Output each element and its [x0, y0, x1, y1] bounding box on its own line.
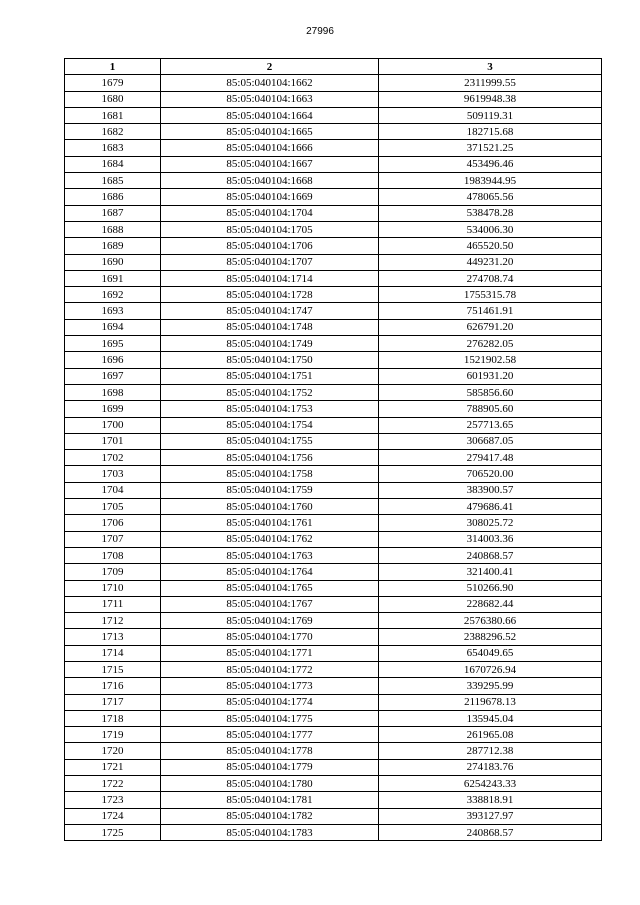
- value-cell: 240868.57: [379, 824, 602, 840]
- cadastral-number-cell: 85:05:040104:1758: [161, 466, 379, 482]
- row-number-cell: 1704: [65, 482, 161, 498]
- value-cell: 465520.50: [379, 238, 602, 254]
- cadastral-number-cell: 85:05:040104:1780: [161, 776, 379, 792]
- cadastral-number-cell: 85:05:040104:1666: [161, 140, 379, 156]
- table-row: [65, 645, 602, 661]
- value-cell: 751461.91: [379, 303, 602, 319]
- table-row: [65, 743, 602, 759]
- row-number-cell: 1721: [65, 759, 161, 775]
- value-cell: 706520.00: [379, 466, 602, 482]
- table-row: [65, 91, 602, 107]
- cadastral-number-cell: 85:05:040104:1769: [161, 613, 379, 629]
- row-number-cell: 1707: [65, 531, 161, 547]
- row-number-cell: 1685: [65, 173, 161, 189]
- value-cell: 1670726.94: [379, 661, 602, 677]
- cadastral-number-cell: 85:05:040104:1669: [161, 189, 379, 205]
- row-number-cell: 1698: [65, 384, 161, 400]
- table-row: [65, 710, 602, 726]
- value-cell: 2119678.13: [379, 694, 602, 710]
- column-header-2: 2: [161, 59, 379, 75]
- row-number-cell: 1684: [65, 156, 161, 172]
- cadastral-number-cell: 85:05:040104:1753: [161, 401, 379, 417]
- header-row: [65, 59, 602, 75]
- table-row: [65, 613, 602, 629]
- table-row: [65, 417, 602, 433]
- value-cell: 538478.28: [379, 205, 602, 221]
- row-number-cell: 1689: [65, 238, 161, 254]
- table-row: [65, 694, 602, 710]
- cadastral-number-cell: 85:05:040104:1706: [161, 238, 379, 254]
- table-row: [65, 564, 602, 580]
- row-number-cell: 1702: [65, 450, 161, 466]
- value-cell: 9619948.38: [379, 91, 602, 107]
- cadastral-number-cell: 85:05:040104:1773: [161, 678, 379, 694]
- cadastral-number-cell: 85:05:040104:1759: [161, 482, 379, 498]
- data-table: [64, 58, 602, 841]
- table-row: [65, 499, 602, 515]
- value-cell: 1521902.58: [379, 352, 602, 368]
- table-row: [65, 140, 602, 156]
- value-cell: 509119.31: [379, 107, 602, 123]
- row-number-cell: 1694: [65, 319, 161, 335]
- table-header: [65, 59, 602, 75]
- table-row: [65, 303, 602, 319]
- value-cell: 393127.97: [379, 808, 602, 824]
- value-cell: 478065.56: [379, 189, 602, 205]
- value-cell: 261965.08: [379, 727, 602, 743]
- value-cell: 2388296.52: [379, 629, 602, 645]
- value-cell: 626791.20: [379, 319, 602, 335]
- value-cell: 274708.74: [379, 270, 602, 286]
- cadastral-number-cell: 85:05:040104:1775: [161, 710, 379, 726]
- table-row: [65, 547, 602, 563]
- row-number-cell: 1688: [65, 221, 161, 237]
- value-cell: 585856.60: [379, 384, 602, 400]
- cadastral-number-cell: 85:05:040104:1749: [161, 336, 379, 352]
- value-cell: 6254243.33: [379, 776, 602, 792]
- table-row: [65, 352, 602, 368]
- table-row: [65, 824, 602, 840]
- row-number-cell: 1724: [65, 808, 161, 824]
- cadastral-number-cell: 85:05:040104:1771: [161, 645, 379, 661]
- table-row: [65, 808, 602, 824]
- cadastral-number-cell: 85:05:040104:1755: [161, 433, 379, 449]
- table-row: [65, 156, 602, 172]
- table-row: [65, 759, 602, 775]
- cadastral-number-cell: 85:05:040104:1664: [161, 107, 379, 123]
- cadastral-number-cell: 85:05:040104:1772: [161, 661, 379, 677]
- cadastral-number-cell: 85:05:040104:1767: [161, 596, 379, 612]
- cadastral-number-cell: 85:05:040104:1762: [161, 531, 379, 547]
- row-number-cell: 1723: [65, 792, 161, 808]
- row-number-cell: 1679: [65, 75, 161, 91]
- table-row: [65, 287, 602, 303]
- table-row: [65, 482, 602, 498]
- row-number-cell: 1711: [65, 596, 161, 612]
- value-cell: 788905.60: [379, 401, 602, 417]
- table-row: [65, 792, 602, 808]
- row-number-cell: 1697: [65, 368, 161, 384]
- table-row: [65, 221, 602, 237]
- table-row: [65, 368, 602, 384]
- table-row: [65, 75, 602, 91]
- value-cell: 479686.41: [379, 499, 602, 515]
- table-row: [65, 124, 602, 140]
- value-cell: 314003.36: [379, 531, 602, 547]
- row-number-cell: 1709: [65, 564, 161, 580]
- table-row: [65, 515, 602, 531]
- row-number-cell: 1690: [65, 254, 161, 270]
- row-number-cell: 1695: [65, 336, 161, 352]
- cadastral-number-cell: 85:05:040104:1782: [161, 808, 379, 824]
- row-number-cell: 1705: [65, 499, 161, 515]
- row-number-cell: 1701: [65, 433, 161, 449]
- row-number-cell: 1696: [65, 352, 161, 368]
- value-cell: 371521.25: [379, 140, 602, 156]
- row-number-cell: 1686: [65, 189, 161, 205]
- row-number-cell: 1700: [65, 417, 161, 433]
- value-cell: 449231.20: [379, 254, 602, 270]
- table-row: [65, 107, 602, 123]
- row-number-cell: 1680: [65, 91, 161, 107]
- cadastral-number-cell: 85:05:040104:1760: [161, 499, 379, 515]
- cadastral-number-cell: 85:05:040104:1667: [161, 156, 379, 172]
- value-cell: 383900.57: [379, 482, 602, 498]
- table-row: [65, 661, 602, 677]
- row-number-cell: 1717: [65, 694, 161, 710]
- table-row: [65, 173, 602, 189]
- table-row: [65, 238, 602, 254]
- value-cell: 135945.04: [379, 710, 602, 726]
- cadastral-number-cell: 85:05:040104:1663: [161, 91, 379, 107]
- value-cell: 321400.41: [379, 564, 602, 580]
- row-number-cell: 1691: [65, 270, 161, 286]
- cadastral-number-cell: 85:05:040104:1752: [161, 384, 379, 400]
- table-row: [65, 401, 602, 417]
- cadastral-number-cell: 85:05:040104:1783: [161, 824, 379, 840]
- row-number-cell: 1719: [65, 727, 161, 743]
- row-number-cell: 1712: [65, 613, 161, 629]
- row-number-cell: 1720: [65, 743, 161, 759]
- value-cell: 1983944.95: [379, 173, 602, 189]
- cadastral-number-cell: 85:05:040104:1705: [161, 221, 379, 237]
- cadastral-number-cell: 85:05:040104:1707: [161, 254, 379, 270]
- table-row: [65, 450, 602, 466]
- row-number-cell: 1687: [65, 205, 161, 221]
- value-cell: 240868.57: [379, 547, 602, 563]
- value-cell: 287712.38: [379, 743, 602, 759]
- value-cell: 308025.72: [379, 515, 602, 531]
- row-number-cell: 1725: [65, 824, 161, 840]
- value-cell: 2311999.55: [379, 75, 602, 91]
- table-row: [65, 270, 602, 286]
- table-row: [65, 531, 602, 547]
- cadastral-number-cell: 85:05:040104:1781: [161, 792, 379, 808]
- row-number-cell: 1681: [65, 107, 161, 123]
- value-cell: 601931.20: [379, 368, 602, 384]
- column-header-3: 3: [379, 59, 602, 75]
- row-number-cell: 1692: [65, 287, 161, 303]
- cadastral-number-cell: 85:05:040104:1665: [161, 124, 379, 140]
- value-cell: 276282.05: [379, 336, 602, 352]
- table-row: [65, 776, 602, 792]
- cadastral-number-cell: 85:05:040104:1774: [161, 694, 379, 710]
- value-cell: 279417.48: [379, 450, 602, 466]
- value-cell: 534006.30: [379, 221, 602, 237]
- value-cell: 654049.65: [379, 645, 602, 661]
- row-number-cell: 1716: [65, 678, 161, 694]
- table-row: [65, 205, 602, 221]
- value-cell: 510266.90: [379, 580, 602, 596]
- table-row: [65, 319, 602, 335]
- cadastral-number-cell: 85:05:040104:1765: [161, 580, 379, 596]
- table-row: [65, 629, 602, 645]
- table-row: [65, 596, 602, 612]
- cadastral-number-cell: 85:05:040104:1668: [161, 173, 379, 189]
- cadastral-number-cell: 85:05:040104:1748: [161, 319, 379, 335]
- value-cell: 182715.68: [379, 124, 602, 140]
- row-number-cell: 1713: [65, 629, 161, 645]
- cadastral-number-cell: 85:05:040104:1714: [161, 270, 379, 286]
- table-body: [65, 75, 602, 841]
- column-header-1: 1: [65, 59, 161, 75]
- table-row: [65, 254, 602, 270]
- value-cell: 339295.99: [379, 678, 602, 694]
- row-number-cell: 1714: [65, 645, 161, 661]
- cadastral-number-cell: 85:05:040104:1756: [161, 450, 379, 466]
- value-cell: 1755315.78: [379, 287, 602, 303]
- value-cell: 338818.91: [379, 792, 602, 808]
- value-cell: 228682.44: [379, 596, 602, 612]
- row-number-cell: 1708: [65, 547, 161, 563]
- table-row: [65, 678, 602, 694]
- row-number-cell: 1683: [65, 140, 161, 156]
- cadastral-number-cell: 85:05:040104:1770: [161, 629, 379, 645]
- cadastral-number-cell: 85:05:040104:1777: [161, 727, 379, 743]
- row-number-cell: 1710: [65, 580, 161, 596]
- cadastral-number-cell: 85:05:040104:1751: [161, 368, 379, 384]
- cadastral-number-cell: 85:05:040104:1763: [161, 547, 379, 563]
- row-number-cell: 1682: [65, 124, 161, 140]
- row-number-cell: 1699: [65, 401, 161, 417]
- table-row: [65, 727, 602, 743]
- row-number-cell: 1722: [65, 776, 161, 792]
- cadastral-number-cell: 85:05:040104:1750: [161, 352, 379, 368]
- value-cell: 257713.65: [379, 417, 602, 433]
- table-row: [65, 580, 602, 596]
- value-cell: 2576380.66: [379, 613, 602, 629]
- row-number-cell: 1718: [65, 710, 161, 726]
- cadastral-number-cell: 85:05:040104:1778: [161, 743, 379, 759]
- row-number-cell: 1706: [65, 515, 161, 531]
- cadastral-number-cell: 85:05:040104:1728: [161, 287, 379, 303]
- cadastral-number-cell: 85:05:040104:1779: [161, 759, 379, 775]
- table-row: [65, 384, 602, 400]
- page-number: 27996: [306, 26, 334, 37]
- cadastral-number-cell: 85:05:040104:1704: [161, 205, 379, 221]
- table-row: [65, 189, 602, 205]
- cadastral-number-cell: 85:05:040104:1747: [161, 303, 379, 319]
- row-number-cell: 1693: [65, 303, 161, 319]
- row-number-cell: 1703: [65, 466, 161, 482]
- value-cell: 274183.76: [379, 759, 602, 775]
- table-row: [65, 336, 602, 352]
- cadastral-number-cell: 85:05:040104:1754: [161, 417, 379, 433]
- value-cell: 306687.05: [379, 433, 602, 449]
- cadastral-number-cell: 85:05:040104:1761: [161, 515, 379, 531]
- value-cell: 453496.46: [379, 156, 602, 172]
- cadastral-number-cell: 85:05:040104:1764: [161, 564, 379, 580]
- cadastral-number-cell: 85:05:040104:1662: [161, 75, 379, 91]
- row-number-cell: 1715: [65, 661, 161, 677]
- table-row: [65, 466, 602, 482]
- table-row: [65, 433, 602, 449]
